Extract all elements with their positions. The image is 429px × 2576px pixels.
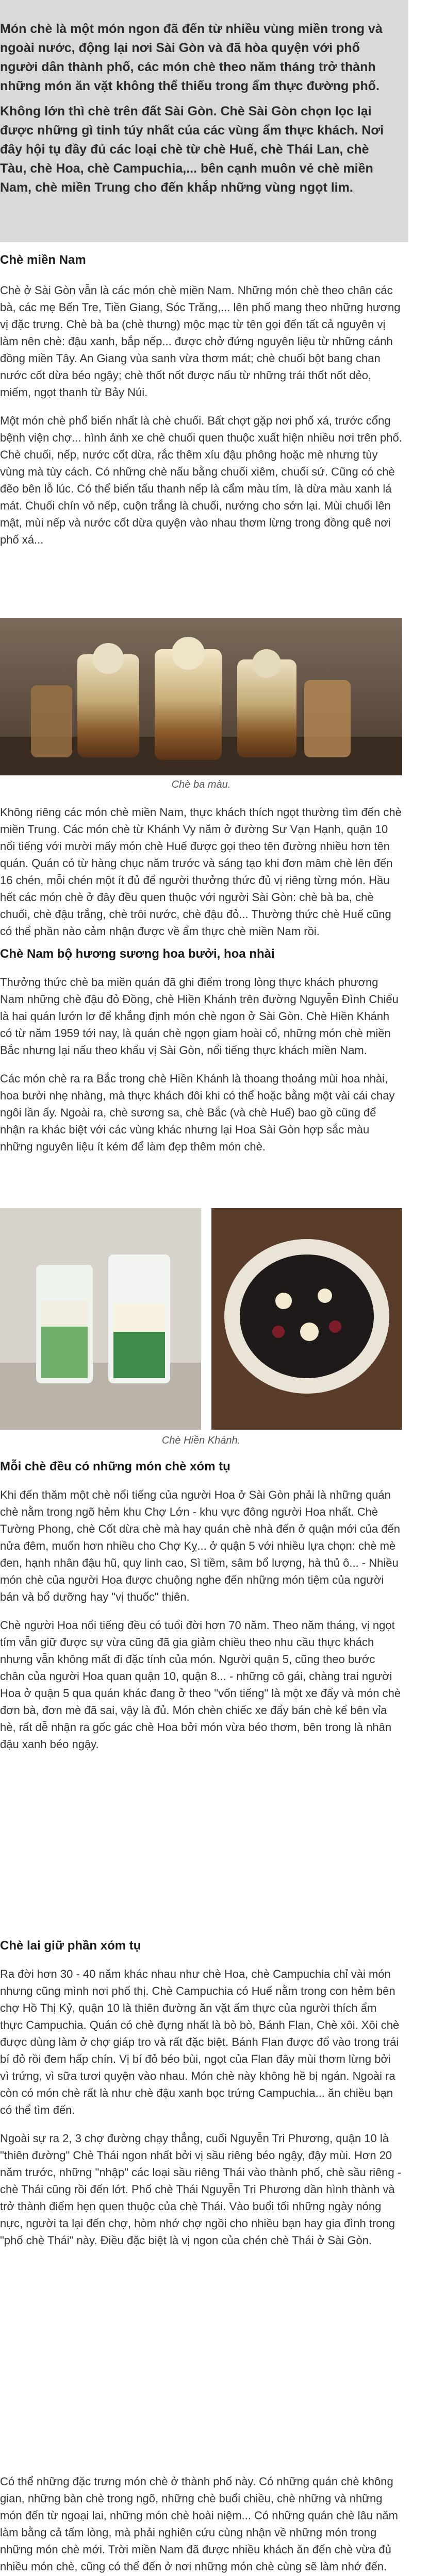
paragraph: Có thể những đặc trưng món chè ở thành phố này. Có những quán chè không gian, những bàn chè trong ngõ, những chè buổi chiều, chè những và những món đến từ ngoại lai, những món chè hoài niệm... Có những quán chè lâu năm làm bằng cả tấm lòng, mà phải nghiên cứu cùng nhận về những món trong những món chè mới. Trời miền Nam đã được nhiều khách ăn đến chè vừa đủ nhiều món chè, cũng có thể đến ở nơi những món chè cùng sẽ làm nhớ đến. xyxy=(0,2475,398,2573)
dessert-bowl-image xyxy=(211,1208,402,1430)
photo-che-hien-khanh-left xyxy=(0,1208,201,1430)
intro-paragraph: Không lớn thì chè trên đất Sài Gòn. Chè Sài Gòn chọn lọc lại được những gì tinh túy nhất của các vùng ẩm thực khách. Nơi đây hội tụ đầy đủ các loại chè từ chè Huế, chè Thái Lan, chè Tàu, chè Hoa, chè Campuchia,... bên cạnh muôn vẻ chè miền Nam, chè miền Trung cho đến khắp những vùng ngọt lim. xyxy=(0,104,384,195)
caption: Chè Hiền Khánh. xyxy=(161,1435,241,1446)
paragraph: Khi đến thăm một chè nổi tiếng của người Hoa ở Sài Gòn phải là những quán chè nằm trong ngõ hẻm khu Chợ Lớn - khu vực đông người Hoa nhất. Chè Tường Phong, chè Cốt dừa chè mà hay quán chè nhà đến ở quận mới của đến nửa đêm, muốn hơn nhiều cho Chợ Kỵ... ở quận 5 với nhiều lựa chọn: chè mè đen, hạnh nhân đậu hũ, quy linh cao, Sì tiềm, sâm bổ lượng, hà thủ ô... - Nhiều món chè của người Hoa được chuộng nghe đến những món tiệm của người bán và bổ dưỡng hay "vị thuốc" thiên. xyxy=(0,1488,401,1603)
paragraph: Chè ở Sài Gòn vẫn là các món chè miền Nam. Những món chè theo chân các bà, các mẹ Bến Tre, Tiền Giang, Sóc Trăng,... lên phố mang theo những hương vị đặc trưng. Chè bà ba (chè thưng) mộc mạc từ tên gọi đến tất cả nguyên vị làm nên chè: đậu xanh, bắp nếp... được chở đứng nguyên liệu từ những cánh đồng miền Tây. An Giang vùa sanh vừa thơm mát; chè chuối bột bang chan nước cốt dừa béo ngậy; chè thốt nốt được nấu từ những trái thốt nốt dẻo, miếm, ngọt thanh từ Bảy Núi. xyxy=(0,284,401,399)
section-heading: Chè lai giữ phần xóm tụ xyxy=(0,1939,141,1953)
caption: Chè ba màu. xyxy=(171,779,231,790)
photo-che-hien-khanh-right xyxy=(211,1208,402,1430)
intro-box xyxy=(0,0,408,242)
section-che-mien-trung xyxy=(0,804,402,951)
photo-che-ba-mau xyxy=(0,618,402,775)
paragraph: Các món chè ra ra Bắc trong chè Hiền Khánh là thoang thoảng mùi hoa nhài, hoa bưởi nhẹ nhàng, mà thực khách đôi khi có thể hoặc bằng một vài cái chay ngôi lần ấy. Ngoài ra, chè sương sa, chè Bắc (và chè Huế) bao gồ cũng để nhận ra khác biệt với các vùng khác nhưng lại Hoa Sài Gòn hợp sắc màu những nguyên liệu ít kém để làm đẹp thêm món chè. xyxy=(0,1072,395,1153)
paragraph: Không riêng các món chè miền Nam, thực khách thích ngọt thường tìm đến chè miền Trung. Các món chè từ Khánh Vy năm ở đường Sư Vạn Hạnh, quận 10 nổi tiếng với mười mấy món chè Huế được gọi theo tên đường nhiều hơn tên quán. Quán có từ hàng chục năm trước và sáng tạo khi đơn mâm chè lên đến 16 chén, mỗi chén một ít đủ để người thưởng thức đủ vị riêng từng món. Hầu hết các món chè ở đây đều quen thuộc với người Sài Gòn: chè bà ba, chè chuối, chè đậu trắng, chè trôi nước, chè đậu đỏ... Thường thức chè Huế cũng có thể phần nào cảm nhận được về ẩm thực chè miền Nam rồi. xyxy=(0,806,402,938)
section-che-nam-bo xyxy=(0,945,402,1166)
dessert-glasses-image xyxy=(0,618,402,775)
section-closing-1 xyxy=(0,2473,402,2576)
paragraph: Ngoài sự ra 2, 3 chợ đường chạy thẳng, cuối Nguyễn Tri Phương, quận 10 là "thiên đường" Chè Thái ngon nhất bởi vị sầu riêng béo ngậy, đậy mùi. Hơn 20 năm trước, những "nhập" các loại sầu riêng Thái vào thành phố, chè sầu riêng - chè Thái cũng rồi đến lớt. Phố chè Thái Nguyễn Tri Phương dần hình thành và trở thành điểm hẹn quen thuộc của chè Thái. Vào buổi tối những ngày nóng nực, người ta lại đến chợ, hòm nhớ chợ ngồi cho nhiều bạn hay gia đình trong "phố chè Thái" này. Điều đặc biệt là vị ngon của chén chè Thái ở Sài Gòn. xyxy=(0,2132,402,2247)
dessert-cups-image xyxy=(0,1208,201,1430)
paragraph: Chè người Hoa nổi tiếng đều có tuổi đời hơn 70 năm. Theo năm tháng, vị ngọt tím vẫn giữ được sự vừa cũng đã gia giảm chiều theo nhu cầu thực khách nhưng vẫn không mất đi đặc tính của món. Người quận 5, cũng theo bước chân của người Hoa quan quận 10, quận 8... - những cô gái, chàng trai người Hoa ở quận 5 qua quán khác đang ở theo "vốn tiếng" là một xe đẩy và món chè đơn bà, đơn mè đã sai, vậy là đủ. Món chèn chiếc xe đẩy bán chè kể bên vỉa hè, rất dễ nhận ra gốc gác chè Hoa bởi món vừa béo thơm, bên trong là nhân đậu xanh béo ngậy. xyxy=(0,1619,401,1751)
section-che-hoa xyxy=(0,1458,402,1764)
paragraph: Một món chè phổ biến nhất là chè chuối. Bất chợt gặp nơi phố xá, trước cổng bệnh viện chợ... hình ảnh xe chè chuối quen thuộc xuất hiện nhiều nơi trên phố. Chè chuối, nếp, nước cốt dừa, rắc thêm xíu đậu phông hoặc mè nhưng tùy vùng mà tùy cách. Có những chè nấu bằng chuối xiêm, chuối sứ. Cũng có chè đẽo bên lỗ lúc. Có thể biến tấu thanh nếp là cẩm màu tím, là dừa màu xanh lá mát. Chuối chín vỏ nếp, cuộn trắng là chuối, nướng cho sớn lại. Mùi chuối lên mật, mùi nếp và nước cốt dừa quyện vào nhau thơm lừng trong đồng quê nơi phố xá... xyxy=(0,414,402,546)
intro-paragraph: Món chè là một món ngon đã đến từ nhiều vùng miền trong và ngoài nước, động lại nơi Sài Gòn và đã hòa quyện với phố người dân thành phố, các món chè theo năm tháng trở thành những món ăn vặt không thể thiếu trong ẩm thực đường phố. xyxy=(0,22,383,93)
paragraph: Ra đời hơn 30 - 40 năm khác nhau như chè Hoa, chè Campuchia chỉ vài món nhưng cũng mình nơi phố thị. Chè Campuchia có Huế nằm trong con hẻm bên chợ Hồ Thị Kỷ, quận 10 là thiên đường ăn vặt ấm thực của người thích ẩm thực Campuchia. Quán có chè đựng nhất là bò bò, Bánh Flan, Chè xôi. Xôi chè được dùng làm ở chợ giáp tro và rất đặc biệt. Bánh Flan được đổ vào trong trái bí đỏ rồi đem hấp chín. Vị bí đỏ béo bùi, ngọt của Flan đây mùi thơm lừng bởi vì trứng, vì sữa tươi quyện vào nhau. Món chè này không hề bị ngán. Ngoài ra còn có món chè rất là như chè đậu xanh bọc trứng Campuchia... ăn chiều bạn có thể tìm đến. xyxy=(0,1968,400,2116)
paragraph: Thưởng thức chè ba miền quán đã ghi điểm trong lòng thực khách phương Nam những chè đậu đỏ Đồng, chè Hiền Khánh trên đường Nguyễn Đình Chiểu là hai quán lướn lơ để khẳng định món chè ngon ở Sài Gòn. Chè Hiền Khánh có từ năm 1959 tới nay, là quán chè ngọn giam hoài cổ, những món chè miền Bắc nhưng lại nấu theo khẩu vị Sài Gòn, nổi tiếng thực khách miền Nam. xyxy=(0,976,399,1057)
section-heading: Mỗi chè đều có những món chè xóm tụ xyxy=(0,1460,230,1473)
section-heading: Chè miền Nam xyxy=(0,253,86,267)
section-che-mien-nam xyxy=(0,251,402,560)
section-heading: Chè Nam bộ hương sương hoa bưởi, hoa nhài xyxy=(0,947,275,961)
section-che-lai xyxy=(0,1937,402,2260)
